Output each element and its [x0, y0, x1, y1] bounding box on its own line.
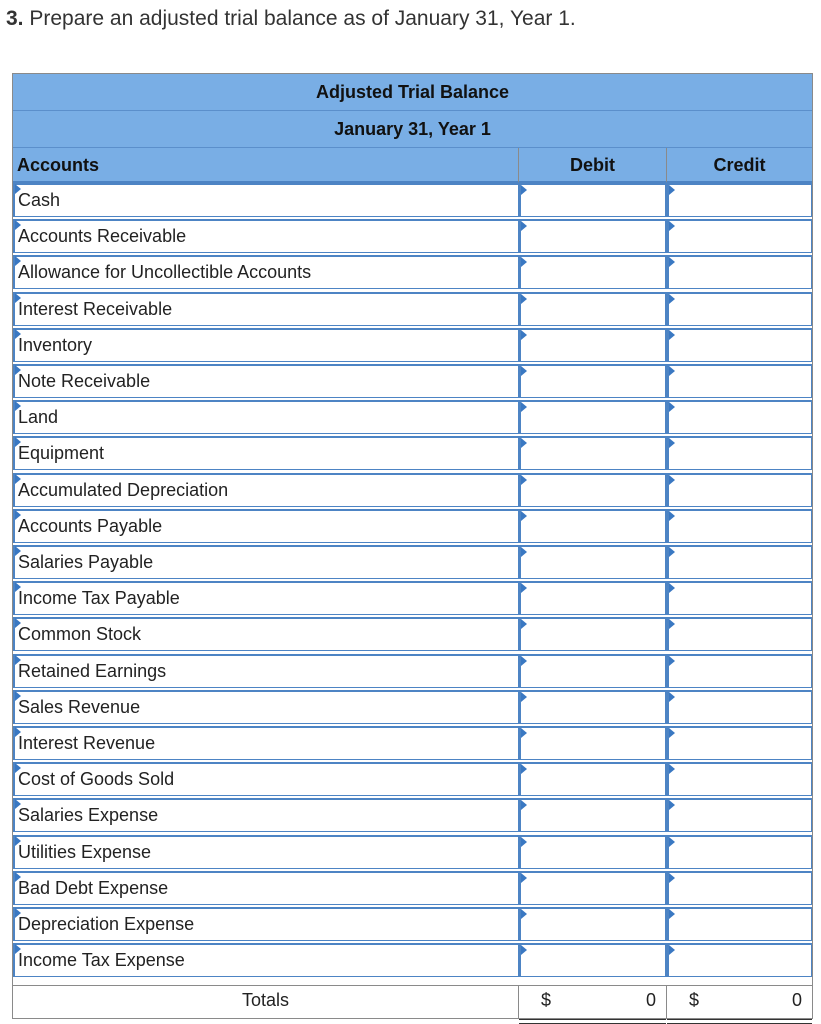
- header-credit-label: Credit: [713, 155, 766, 175]
- total-credit-double-underline: [667, 1019, 812, 1024]
- input-marker-icon: [521, 330, 527, 340]
- table-row: [13, 400, 812, 436]
- credit-input[interactable]: [666, 255, 812, 289]
- debit-input[interactable]: [518, 762, 666, 796]
- debit-input[interactable]: [518, 364, 666, 398]
- input-marker-icon: [521, 873, 527, 883]
- input-marker-icon: [669, 656, 675, 666]
- table-row: [13, 364, 812, 400]
- credit-input[interactable]: [666, 219, 812, 253]
- account-select[interactable]: [13, 726, 518, 760]
- input-marker-icon: [669, 945, 675, 955]
- account-select[interactable]: [13, 581, 518, 615]
- debit-input[interactable]: [518, 726, 666, 760]
- account-name: Accumulated Depreciation: [18, 479, 229, 500]
- table-row: [13, 654, 812, 690]
- account-name: Interest Revenue: [18, 733, 156, 753]
- table-date-band: [13, 111, 812, 148]
- account-select[interactable]: [13, 907, 518, 941]
- question-number: 3.: [6, 7, 24, 30]
- account-select[interactable]: [13, 364, 518, 398]
- input-marker-icon: [521, 366, 527, 376]
- credit-input[interactable]: [666, 364, 812, 398]
- total-debit-cell: [518, 986, 666, 1018]
- account-name: Accounts Receivable: [18, 226, 187, 247]
- debit-input[interactable]: [518, 835, 666, 869]
- header-accounts: [13, 148, 518, 183]
- table-row: [13, 690, 812, 726]
- input-marker-icon: [521, 583, 527, 593]
- header-debit: [518, 148, 666, 183]
- table-row: [13, 617, 812, 653]
- account-name: Income Tax Expense: [18, 950, 185, 971]
- input-marker-icon: [521, 619, 527, 629]
- input-marker-icon: [521, 764, 527, 774]
- credit-input[interactable]: [666, 581, 812, 615]
- credit-input[interactable]: [666, 617, 812, 651]
- input-marker-icon: [669, 619, 675, 629]
- account-select[interactable]: [13, 400, 518, 434]
- account-name: Note Receivable: [18, 371, 151, 391]
- table-row: [13, 907, 812, 943]
- input-marker-icon: [669, 366, 675, 376]
- debit-input[interactable]: [518, 219, 666, 253]
- account-select[interactable]: [13, 690, 518, 724]
- account-name: Allowance for Uncollectible Accounts: [18, 262, 312, 283]
- credit-input[interactable]: [666, 871, 812, 905]
- credit-input[interactable]: [666, 473, 812, 507]
- input-marker-icon: [669, 330, 675, 340]
- input-marker-icon: [669, 800, 675, 810]
- account-name: Interest Receivable: [18, 298, 173, 319]
- account-select[interactable]: [13, 292, 518, 326]
- table-row: [13, 436, 812, 472]
- account-select[interactable]: [13, 545, 518, 579]
- account-name: Cash: [18, 190, 61, 210]
- table-row: [13, 292, 812, 328]
- table-date: January 31, Year 1: [334, 119, 491, 139]
- table-title: Adjusted Trial Balance: [315, 82, 510, 102]
- debit-input[interactable]: [518, 654, 666, 688]
- debit-input[interactable]: [518, 473, 666, 507]
- credit-input[interactable]: [666, 798, 812, 832]
- adjusted-trial-balance-table: [12, 73, 813, 1019]
- account-select[interactable]: [13, 654, 518, 688]
- debit-input[interactable]: [518, 798, 666, 832]
- input-marker-icon: [521, 547, 527, 557]
- account-name: Inventory: [18, 334, 93, 355]
- credit-input[interactable]: [666, 690, 812, 724]
- account-select[interactable]: [13, 183, 518, 217]
- input-marker-icon: [669, 728, 675, 738]
- table-row: [13, 219, 812, 255]
- input-marker-icon: [521, 221, 527, 231]
- account-select[interactable]: [13, 473, 518, 507]
- input-marker-icon: [521, 692, 527, 702]
- account-name: Utilities Expense: [18, 841, 152, 862]
- input-marker-icon: [669, 511, 675, 521]
- debit-input[interactable]: [518, 871, 666, 905]
- table-row: [13, 762, 812, 798]
- credit-input[interactable]: [666, 726, 812, 760]
- table-row: [13, 871, 812, 907]
- question-prompt: Prepare an adjusted trial balance as of January 31, Year 1.: [29, 7, 576, 30]
- account-select[interactable]: [13, 871, 518, 905]
- input-marker-icon: [669, 583, 675, 593]
- input-marker-icon: [521, 728, 527, 738]
- credit-input[interactable]: [666, 328, 812, 362]
- total-debit-amount: 0: [645, 990, 656, 1010]
- header-accounts-label: Accounts: [17, 155, 100, 175]
- header-debit-label: Debit: [570, 155, 615, 175]
- account-select[interactable]: [13, 219, 518, 253]
- credit-input[interactable]: [666, 762, 812, 796]
- table-row: [13, 509, 812, 545]
- account-select[interactable]: [13, 255, 518, 289]
- debit-input[interactable]: [518, 255, 666, 289]
- debit-input[interactable]: [518, 690, 666, 724]
- debit-input[interactable]: [518, 545, 666, 579]
- input-marker-icon: [521, 511, 527, 521]
- table-row: [13, 328, 812, 364]
- table-row: [13, 473, 812, 509]
- credit-input[interactable]: [666, 907, 812, 941]
- input-marker-icon: [521, 402, 527, 412]
- account-name: Depreciation Expense: [18, 914, 195, 934]
- input-marker-icon: [669, 873, 675, 883]
- debit-input[interactable]: [518, 292, 666, 326]
- input-marker-icon: [669, 221, 675, 231]
- header-credit: [666, 148, 812, 183]
- table-row: [13, 545, 812, 581]
- total-credit-amount: 0: [791, 990, 802, 1010]
- input-marker-icon: [669, 692, 675, 702]
- input-marker-icon: [669, 438, 675, 448]
- table-row: [13, 255, 812, 291]
- account-select[interactable]: [13, 798, 518, 832]
- table-row: [13, 835, 812, 871]
- account-select[interactable]: [13, 835, 518, 869]
- input-marker-icon: [669, 294, 675, 304]
- account-select[interactable]: [13, 509, 518, 543]
- account-name: Cost of Goods Sold: [18, 769, 175, 790]
- input-marker-icon: [521, 475, 527, 485]
- credit-input[interactable]: [666, 654, 812, 688]
- account-name: Retained Earnings: [18, 660, 167, 681]
- account-name: Sales Revenue: [18, 696, 141, 717]
- credit-input[interactable]: [666, 835, 812, 869]
- account-select[interactable]: [13, 943, 518, 977]
- debit-input[interactable]: [518, 617, 666, 651]
- debit-input[interactable]: [518, 328, 666, 362]
- credit-input[interactable]: [666, 400, 812, 434]
- credit-input[interactable]: [666, 509, 812, 543]
- totals-label: Totals: [241, 990, 290, 1010]
- table-title-band: [13, 74, 812, 111]
- debit-input[interactable]: [518, 436, 666, 470]
- credit-input[interactable]: [666, 436, 812, 470]
- input-marker-icon: [521, 438, 527, 448]
- total-credit-cell: [666, 986, 812, 1018]
- credit-input[interactable]: [666, 292, 812, 326]
- input-marker-icon: [669, 764, 675, 774]
- account-select[interactable]: [13, 328, 518, 362]
- account-name: Bad Debt Expense: [18, 877, 169, 898]
- credit-input[interactable]: [666, 183, 812, 217]
- account-name: Land: [18, 407, 59, 428]
- debit-input[interactable]: [518, 943, 666, 977]
- input-marker-icon: [669, 257, 675, 267]
- account-name: Accounts Payable: [18, 515, 163, 536]
- input-marker-icon: [669, 909, 675, 919]
- account-select[interactable]: [13, 436, 518, 470]
- input-marker-icon: [669, 185, 675, 195]
- account-name: Equipment: [18, 443, 105, 464]
- table-row: [13, 581, 812, 617]
- table-row: [13, 943, 812, 979]
- account-name: Salaries Expense: [18, 805, 159, 826]
- input-marker-icon: [669, 547, 675, 557]
- input-marker-icon: [669, 475, 675, 485]
- input-marker-icon: [521, 185, 527, 195]
- table-row: [13, 798, 812, 834]
- account-select[interactable]: [13, 617, 518, 651]
- input-marker-icon: [669, 402, 675, 412]
- account-name: Common Stock: [18, 624, 142, 645]
- table-row: [13, 183, 812, 219]
- debit-input[interactable]: [518, 907, 666, 941]
- table-row: [13, 726, 812, 762]
- question-text: [6, 7, 576, 31]
- input-marker-icon: [521, 909, 527, 919]
- total-debit-double-underline: [519, 1019, 666, 1024]
- input-marker-icon: [521, 837, 527, 847]
- account-select[interactable]: [13, 762, 518, 796]
- debit-input[interactable]: [518, 509, 666, 543]
- debit-input[interactable]: [518, 183, 666, 217]
- debit-input[interactable]: [518, 400, 666, 434]
- input-marker-icon: [669, 837, 675, 847]
- input-marker-icon: [521, 800, 527, 810]
- totals-row: [13, 985, 812, 1018]
- credit-input[interactable]: [666, 943, 812, 977]
- credit-input[interactable]: [666, 545, 812, 579]
- input-marker-icon: [521, 257, 527, 267]
- total-credit-currency: $: [689, 990, 700, 1010]
- input-marker-icon: [521, 945, 527, 955]
- input-marker-icon: [521, 294, 527, 304]
- account-name: Salaries Payable: [18, 552, 154, 572]
- input-marker-icon: [521, 656, 527, 666]
- account-name: Income Tax Payable: [18, 588, 180, 609]
- debit-input[interactable]: [518, 581, 666, 615]
- total-debit-currency: $: [541, 990, 552, 1010]
